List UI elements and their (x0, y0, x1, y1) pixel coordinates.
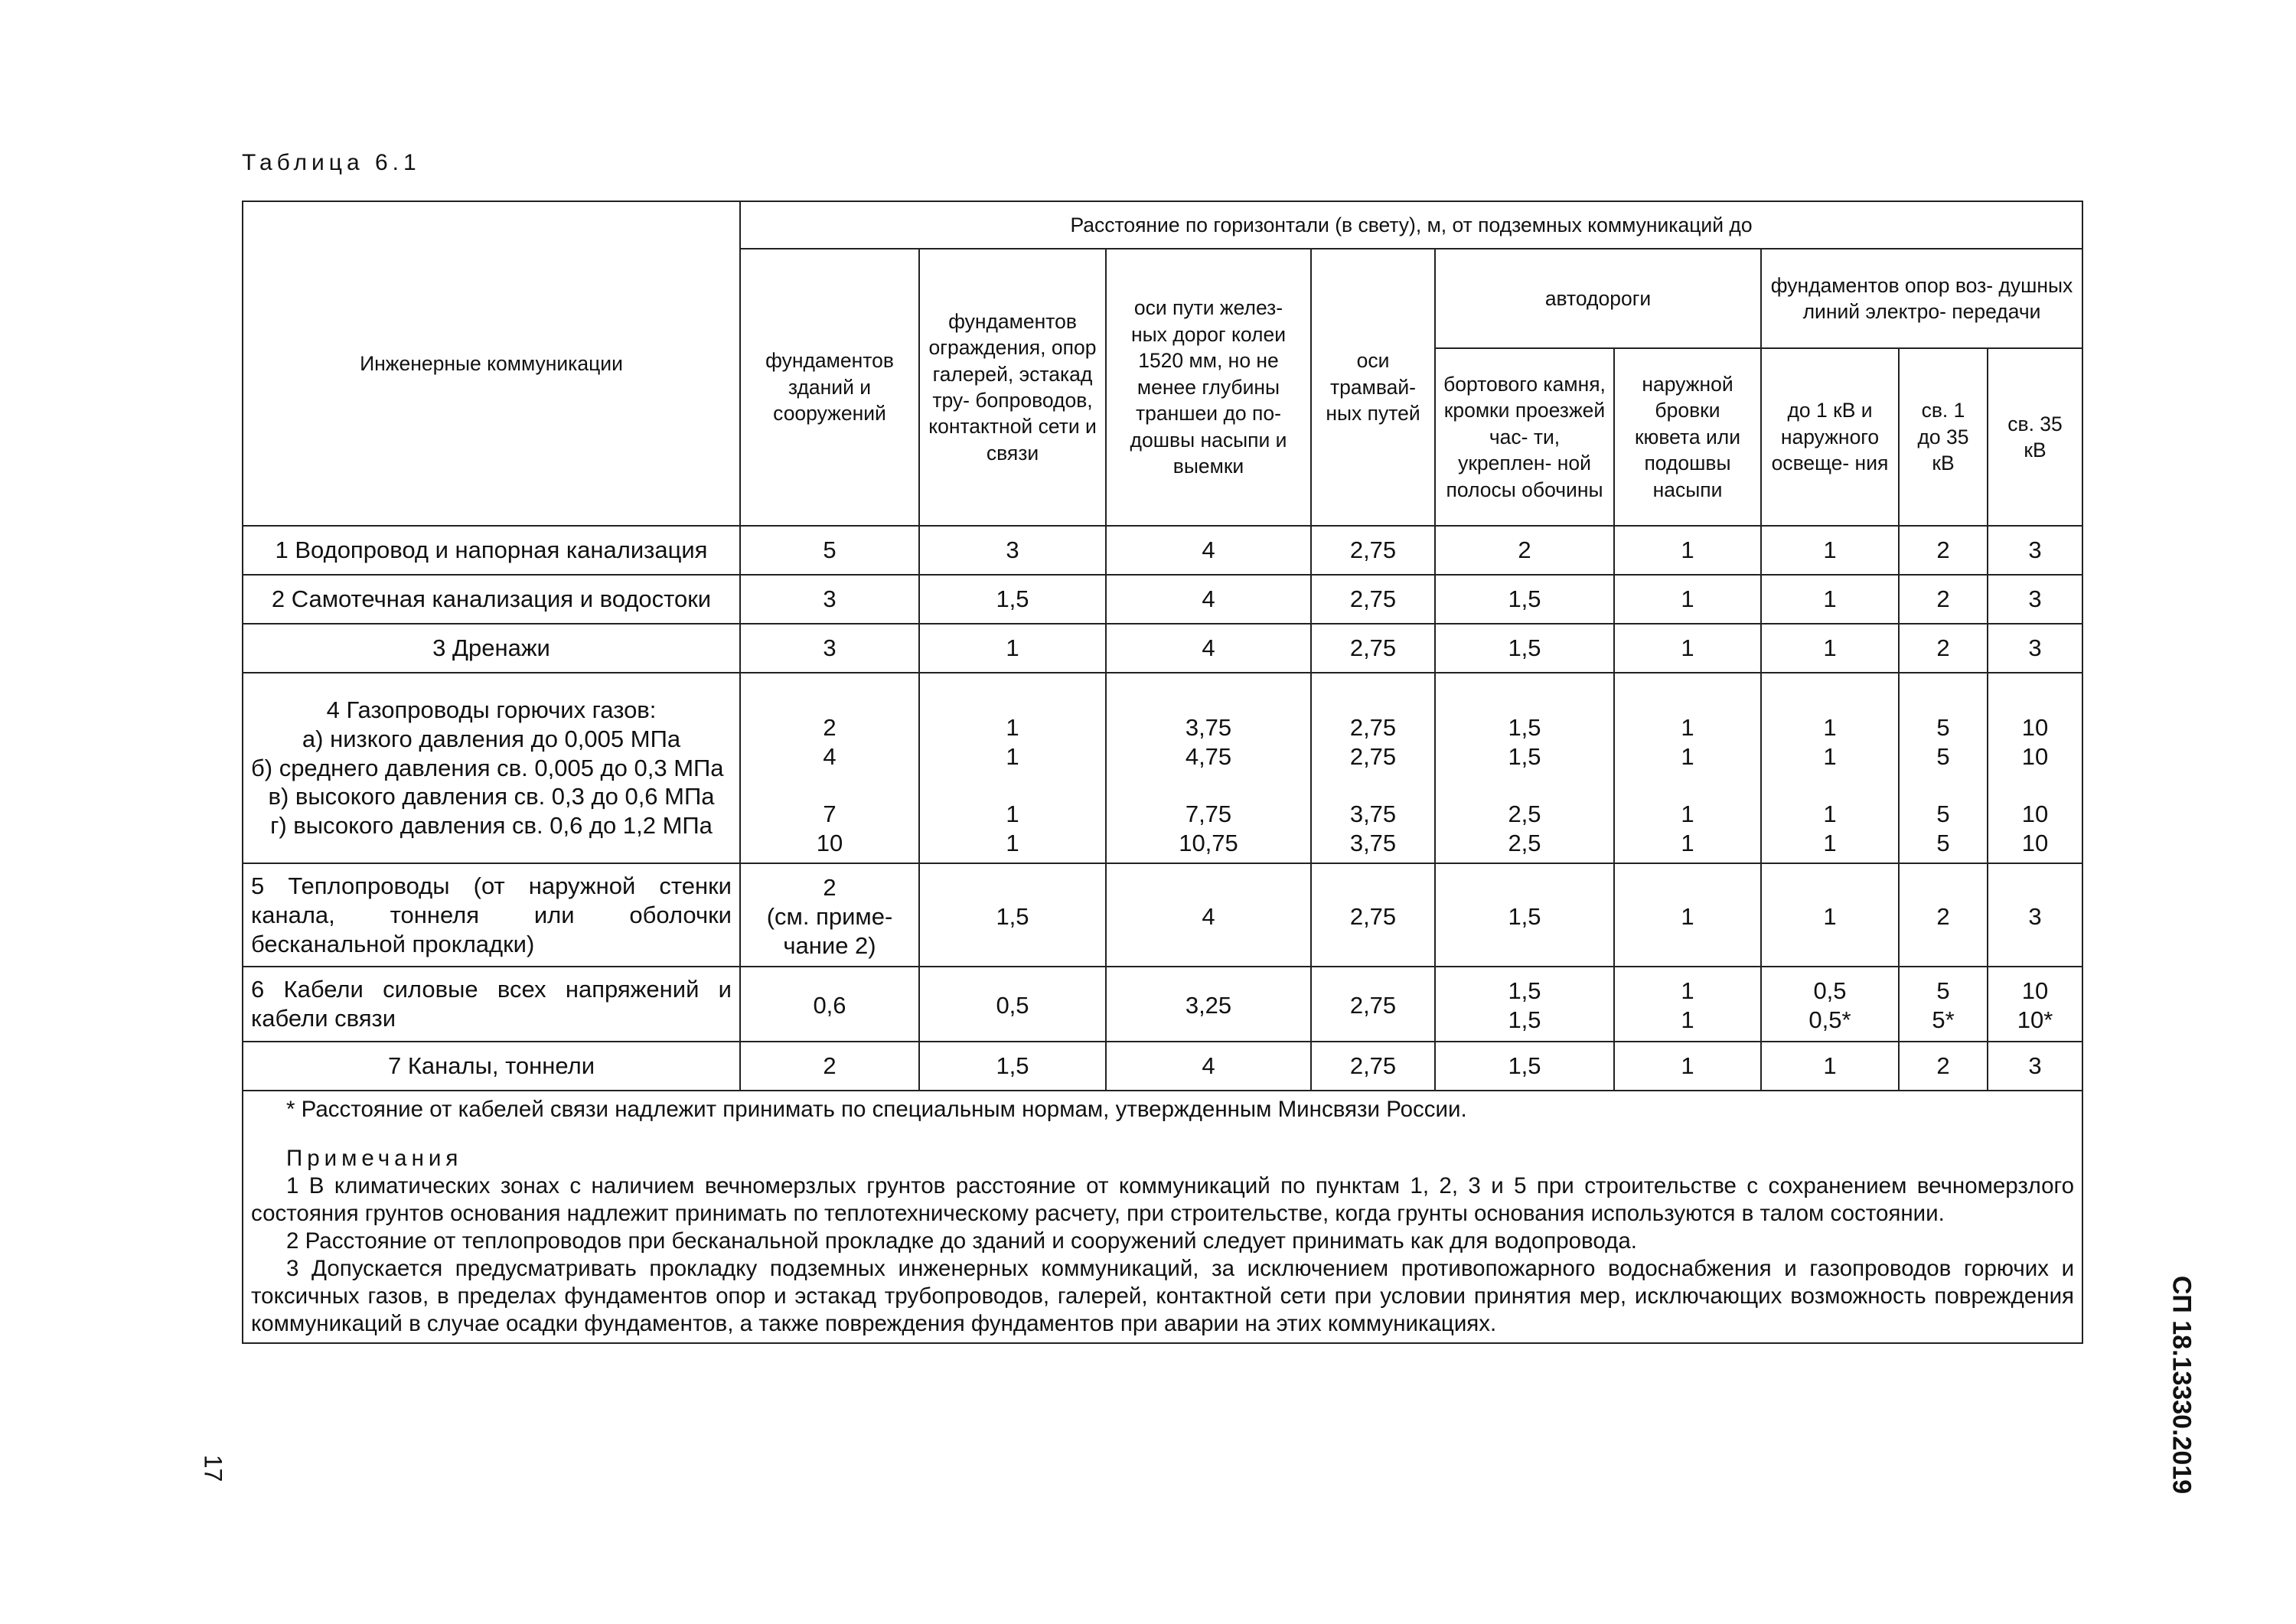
table-cell: 1 (1614, 526, 1761, 575)
header-distance-group: Расстояние по горизонтали (в свету), м, от подземных коммуникаций до (740, 201, 2082, 249)
table-cell: 2 (1899, 575, 1988, 624)
header-tram-axis: оси трамвай- ных путей (1311, 249, 1435, 526)
table-row (243, 863, 2082, 967)
table-cell: 1 (919, 624, 1106, 673)
table-cell: 2 (740, 1042, 919, 1091)
table-caption: Таблица 6.1 (242, 150, 421, 175)
table-cell: 1 (1614, 1042, 1761, 1091)
gas-high-06: в) высокого давления св. 0,3 до 0,6 МПа (268, 783, 715, 810)
notes-cell (243, 1091, 2082, 1343)
table-row (243, 967, 2082, 1042)
table-cell: 1 (1614, 863, 1761, 967)
document-id: СП 18.13330.2019 (2167, 1275, 2197, 1495)
table-cell: 1 1 1 1 (919, 673, 1106, 863)
gas-title: 4 Газопроводы горючих газов: (326, 696, 657, 723)
note-1: 1 В климатических зонах с наличием вечномерзлых грунтов расстояние от коммуникаций по пунктам 1, 2, 3 и 5 при строительстве с сохранением вечномерзлого состояния грунтов основания надлежит принимать по теплотехническому расчету, при строительстве, когда грунты основания используются в талом состоянии. (251, 1172, 2075, 1226)
table-row (243, 526, 2082, 575)
header-building-foundations: фундаментов зданий и сооружений (740, 249, 919, 526)
table-cell: 2 (1899, 624, 1988, 673)
notes-row (243, 1091, 2082, 1343)
table-cell: 1 1 1 1 (1614, 673, 1761, 863)
row-name: 6 Кабели силовые всех напряжений и кабели связи (243, 967, 740, 1042)
table-cell: 4 (1106, 575, 1311, 624)
header-roads: автодороги (1435, 249, 1761, 348)
header-up-to-1kv: до 1 кВ и наружного освеще- ния (1761, 348, 1899, 526)
table-cell: 3 (919, 526, 1106, 575)
table-cell: 1,5 1,5 2,5 2,5 (1435, 673, 1614, 863)
row-name: 5 Теплопроводы (от наружной стенки канала, тоннеля или оболочки бесканальной прокладки) (243, 863, 740, 967)
table-cell: 3 (1988, 624, 2082, 673)
header-railway-axis: оси пути желез- ных дорог колеи 1520 мм, но не менее глубины траншеи до по- дошвы насыпи и выемки (1106, 249, 1311, 526)
table-cell: 1 (1761, 1042, 1899, 1091)
table-row (243, 1042, 2082, 1091)
table-row (243, 624, 2082, 673)
header-curb: бортового камня, кромки проезжей час- ти, укреплен- ной полосы обочины (1435, 348, 1614, 526)
table-cell: 4 (1106, 863, 1311, 967)
table-cell: 1,5 (1435, 575, 1614, 624)
table-cell: 10 10* (1988, 967, 2082, 1042)
row-name: 7 Каналы, тоннели (243, 1042, 740, 1091)
table-cell: 1,5 (919, 575, 1106, 624)
table-cell: 3,75 4,75 7,75 10,75 (1106, 673, 1311, 863)
table-cell: 0,6 (740, 967, 919, 1042)
table-cell: 1,5 (1435, 863, 1614, 967)
row-name: 3 Дренажи (243, 624, 740, 673)
table-cell: 2,75 (1311, 575, 1435, 624)
table-cell: 2 (1435, 526, 1614, 575)
header-power-lines: фундаментов опор воз- душных линий электро- передачи (1761, 249, 2082, 348)
row-name: 1 Водопровод и напорная канализация (243, 526, 740, 575)
table-cell: 3 (1988, 863, 2082, 967)
note-2: 2 Расстояние от теплопроводов при бесканальной прокладке до зданий и сооружений следует принимать как для водопровода. (286, 1228, 1637, 1254)
table-cell: 3 (740, 624, 919, 673)
table-cell: 1 (1761, 863, 1899, 967)
table-cell: 1 1 (1614, 967, 1761, 1042)
table-cell: 0,5 (919, 967, 1106, 1042)
header-fence-foundations: фундаментов ограждения, опор галерей, эстакад тру- бопроводов, контактной сети и связи (919, 249, 1106, 526)
table-cell: 1,5 (919, 1042, 1106, 1091)
table-cell: 2,75 (1311, 967, 1435, 1042)
table-cell: 2,75 (1311, 526, 1435, 575)
table-cell: 3,25 (1106, 967, 1311, 1042)
table-cell: 5 5* (1899, 967, 1988, 1042)
row-name: 2 Самотечная канализация и водостоки (243, 575, 740, 624)
gas-low: а) низкого давления до 0,005 МПа (302, 725, 681, 752)
table-cell: 1 (1614, 624, 1761, 673)
table-cell: 3 (740, 575, 919, 624)
table-cell: 2,75 (1311, 863, 1435, 967)
header-over-35kv: св. 35 кВ (1988, 348, 2082, 526)
table-cell: 2,75 (1311, 624, 1435, 673)
table-cell: 3 (1988, 1042, 2082, 1091)
page-number: 17 (199, 1454, 227, 1482)
table-cell: 4 (1106, 526, 1311, 575)
table-cell: 2 4 7 10 (740, 673, 919, 863)
table-cell: 4 (1106, 624, 1311, 673)
notes-title: Примечания (286, 1145, 463, 1171)
header-1-to-35kv: св. 1 до 35 кВ (1899, 348, 1988, 526)
header-engineering-networks: Инженерные коммуникации (243, 201, 740, 526)
table-cell: 3 (1988, 575, 2082, 624)
table-cell: 2 (1899, 863, 1988, 967)
table-row (243, 575, 2082, 624)
gas-high-12: г) высокого давления св. 0,6 до 1,2 МПа (270, 812, 713, 840)
table-cell: 0,5 0,5* (1761, 967, 1899, 1042)
table-cell: 4 (1106, 1042, 1311, 1091)
table-cell: 2 (см. приме- чание 2) (740, 863, 919, 967)
gas-medium: б) среднего давления св. 0,005 до 0,3 МПа (251, 754, 724, 781)
table-cell: 1,5 (919, 863, 1106, 967)
table-cell: 2 (1899, 526, 1988, 575)
table-cell: 2,75 (1311, 1042, 1435, 1091)
row-name (243, 673, 740, 863)
table-cell: 5 (740, 526, 919, 575)
table-cell: 3 (1988, 526, 2082, 575)
table-row (243, 673, 2082, 863)
table-cell: 1,5 1,5 (1435, 967, 1614, 1042)
table-cell: 1 1 1 1 (1761, 673, 1899, 863)
table-cell: 10 10 10 10 (1988, 673, 2082, 863)
header-ditch: наружной бровки кювета или подошвы насыпи (1614, 348, 1761, 526)
distance-table (242, 201, 2083, 1344)
table-cell: 1,5 (1435, 624, 1614, 673)
table-cell: 1 (1761, 575, 1899, 624)
table-cell: 5 5 5 5 (1899, 673, 1988, 863)
table-cell: 1 (1761, 526, 1899, 575)
footnote: * Расстояние от кабелей связи надлежит принимать по специальным нормам, утвержденным Минсвязи России. (286, 1096, 1467, 1122)
table-cell: 2 (1899, 1042, 1988, 1091)
table-cell: 1 (1614, 575, 1761, 624)
table-cell: 1,5 (1435, 1042, 1614, 1091)
table-cell: 1 (1761, 624, 1899, 673)
table-cell: 2,75 2,75 3,75 3,75 (1311, 673, 1435, 863)
note-3: 3 Допускается предусматривать прокладку подземных инженерных коммуникаций, за исключением противопожарного водоснабжения и газопроводов горючих и токсичных газов, в пределах фундаментов опор и эстакад трубопроводов, галерей, контактной сети при условии принятия мер, исключающих возможность повреждения коммуникаций в случае осадки фундаментов, а также повреждения фундаментов при аварии на этих коммуникациях. (251, 1255, 2075, 1336)
